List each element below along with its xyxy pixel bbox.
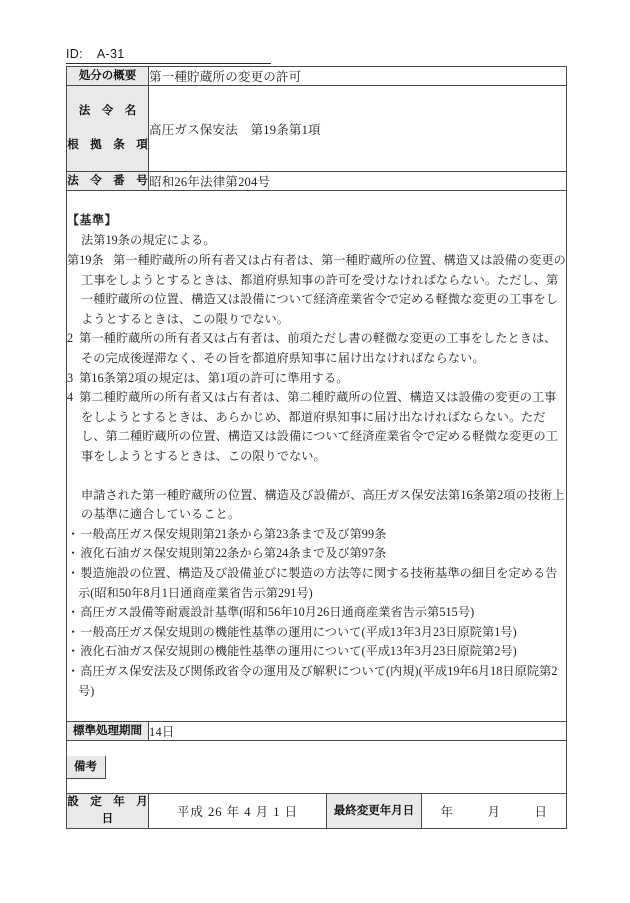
article-19-number: 第19条 <box>67 253 104 268</box>
law-name-value: 高圧ガス保安法 第19条第1項 <box>149 86 567 172</box>
summary-value: 第一種貯蔵所の変更の許可 <box>149 67 567 86</box>
list-item-text: 製造施設の位置、構造及び設備並びに製造の方法等に関する技術基準の細目を定める告示(昭和50年8月1日通商産業省告示第291号) <box>78 565 558 600</box>
bullet-dot-icon: ・ <box>67 526 80 541</box>
criteria-intro: 法第19条の規定による。 <box>81 233 216 248</box>
law-number-label: 法 令 番 号 <box>67 172 149 191</box>
table-row-law-name <box>67 86 567 172</box>
table-row-remarks <box>67 741 567 794</box>
bullet-dot-icon: ・ <box>67 546 80 561</box>
criteria-heading: 【基準】 <box>67 212 118 227</box>
paragraph-2-number: 2 <box>67 331 74 346</box>
list-item <box>67 544 566 564</box>
bullet-dot-icon: ・ <box>67 565 80 580</box>
document-id-line <box>66 44 271 64</box>
law-name-label-line2: 根 拠 条 項 <box>67 139 148 151</box>
list-item <box>67 564 566 603</box>
paragraph-4-number: 4 <box>67 390 74 405</box>
table-row-standard-period <box>67 722 567 741</box>
bullet-dot-icon: ・ <box>67 624 80 639</box>
criteria-paragraph-4 <box>67 388 566 466</box>
list-item-text: 高圧ガス保安法及び関係政省令の運用及び解釈について(内規)(平成19年6月18日原院第2号) <box>78 663 558 698</box>
administrative-disposition-table <box>66 66 567 829</box>
list-item-text: 液化石油ガス保安規則の機能性基準の運用について(平成13年3月23日原院第2号) <box>80 644 517 659</box>
law-name-label-line1: 法 令 名 <box>78 105 137 117</box>
standard-period-value: 14日 <box>149 722 567 741</box>
bullet-dot-icon: ・ <box>67 663 80 678</box>
article-19-text: 第一種貯蔵所の所有者又は占有者は、第一種貯蔵所の位置、構造又は設備の変更の工事をしようとするときは、都道府県知事の許可を受けなければならない。ただし、第一種貯蔵所の位置、構造又は設備について経済産業省令で定める軽微な変更の工事をしようとするときは、この限りでない。 <box>81 253 566 326</box>
criteria-paragraph-3 <box>67 369 566 389</box>
table-row-dates <box>67 794 567 829</box>
list-item-text: 高圧ガス設備等耐震設計基準(昭和56年10月26日通商産業省告示第515号) <box>80 605 475 620</box>
criteria-article-19 <box>67 251 566 329</box>
summary-label: 処分の概要 <box>67 67 149 86</box>
law-number-value: 昭和26年法律第204号 <box>149 172 567 191</box>
table-row-criteria <box>67 191 567 722</box>
list-item-text: 一般高圧ガス保安規則第21条から第23条まで及び第99条 <box>80 526 387 541</box>
list-item-text: 液化石油ガス保安規則第22条から第24条まで及び第97条 <box>80 546 387 561</box>
set-date-label: 設 定 年 月 日 <box>67 794 149 829</box>
last-change-date-blanks <box>422 795 566 827</box>
criteria-body <box>67 211 566 701</box>
month-label: 月 <box>487 805 501 819</box>
paragraph-3-number: 3 <box>67 370 74 385</box>
paragraph-4-text: 第二種貯蔵所の所有者又は占有者は、第二種貯蔵所の位置、構造又は設備の変更の工事をしようとするときは、あらかじめ、都道府県知事に届け出なければならない。ただし、第二種貯蔵所の位置、構造又は設備について経済産業省令で定める軽微な変更の工事をしようとするときは、この限りでない。 <box>79 390 559 463</box>
list-item <box>67 662 566 701</box>
day-label: 日 <box>534 805 548 819</box>
criteria-spacer <box>67 467 566 486</box>
criteria-cell <box>67 191 567 722</box>
table-row-summary <box>67 67 567 86</box>
last-change-date-value <box>422 794 567 829</box>
table-row-law-number <box>67 172 567 191</box>
last-change-date-label: 最終変更年月日 <box>327 794 422 829</box>
bullet-dot-icon: ・ <box>67 605 80 620</box>
document-id-label: ID: <box>66 47 83 61</box>
list-item <box>67 623 566 643</box>
year-label: 年 <box>440 805 454 819</box>
list-item <box>67 642 566 662</box>
list-item <box>67 603 566 623</box>
list-item-text: 一般高圧ガス保安規則の機能性基準の運用について(平成13年3月23日原院第1号) <box>80 624 517 639</box>
criteria-application-text: 申請された第一種貯蔵所の位置、構造及び設備が、高圧ガス保安法第16条第2項の技術上の基準に適合していること。 <box>81 487 565 522</box>
set-date-value: 平成 26 年 4 月 1 日 <box>149 794 327 829</box>
paragraph-3-text: 第16条第2項の規定は、第1項の許可に準用する。 <box>79 370 349 385</box>
law-name-label <box>67 86 149 172</box>
standard-period-label: 標準処理期間 <box>67 722 149 741</box>
remarks-cell <box>67 741 567 794</box>
paragraph-2-text: 第一種貯蔵所の所有者又は占有者は、前項ただし書の軽微な変更の工事をしたときは、その完成後遅滞なく、その旨を都道府県知事に届け出なければならない。 <box>79 331 557 366</box>
criteria-paragraph-2 <box>67 329 566 368</box>
criteria-bullet-list <box>67 525 566 701</box>
remarks-label: 備考 <box>67 756 106 779</box>
document-id-value: A-31 <box>96 47 125 61</box>
bullet-dot-icon: ・ <box>67 644 80 659</box>
list-item <box>67 525 566 545</box>
